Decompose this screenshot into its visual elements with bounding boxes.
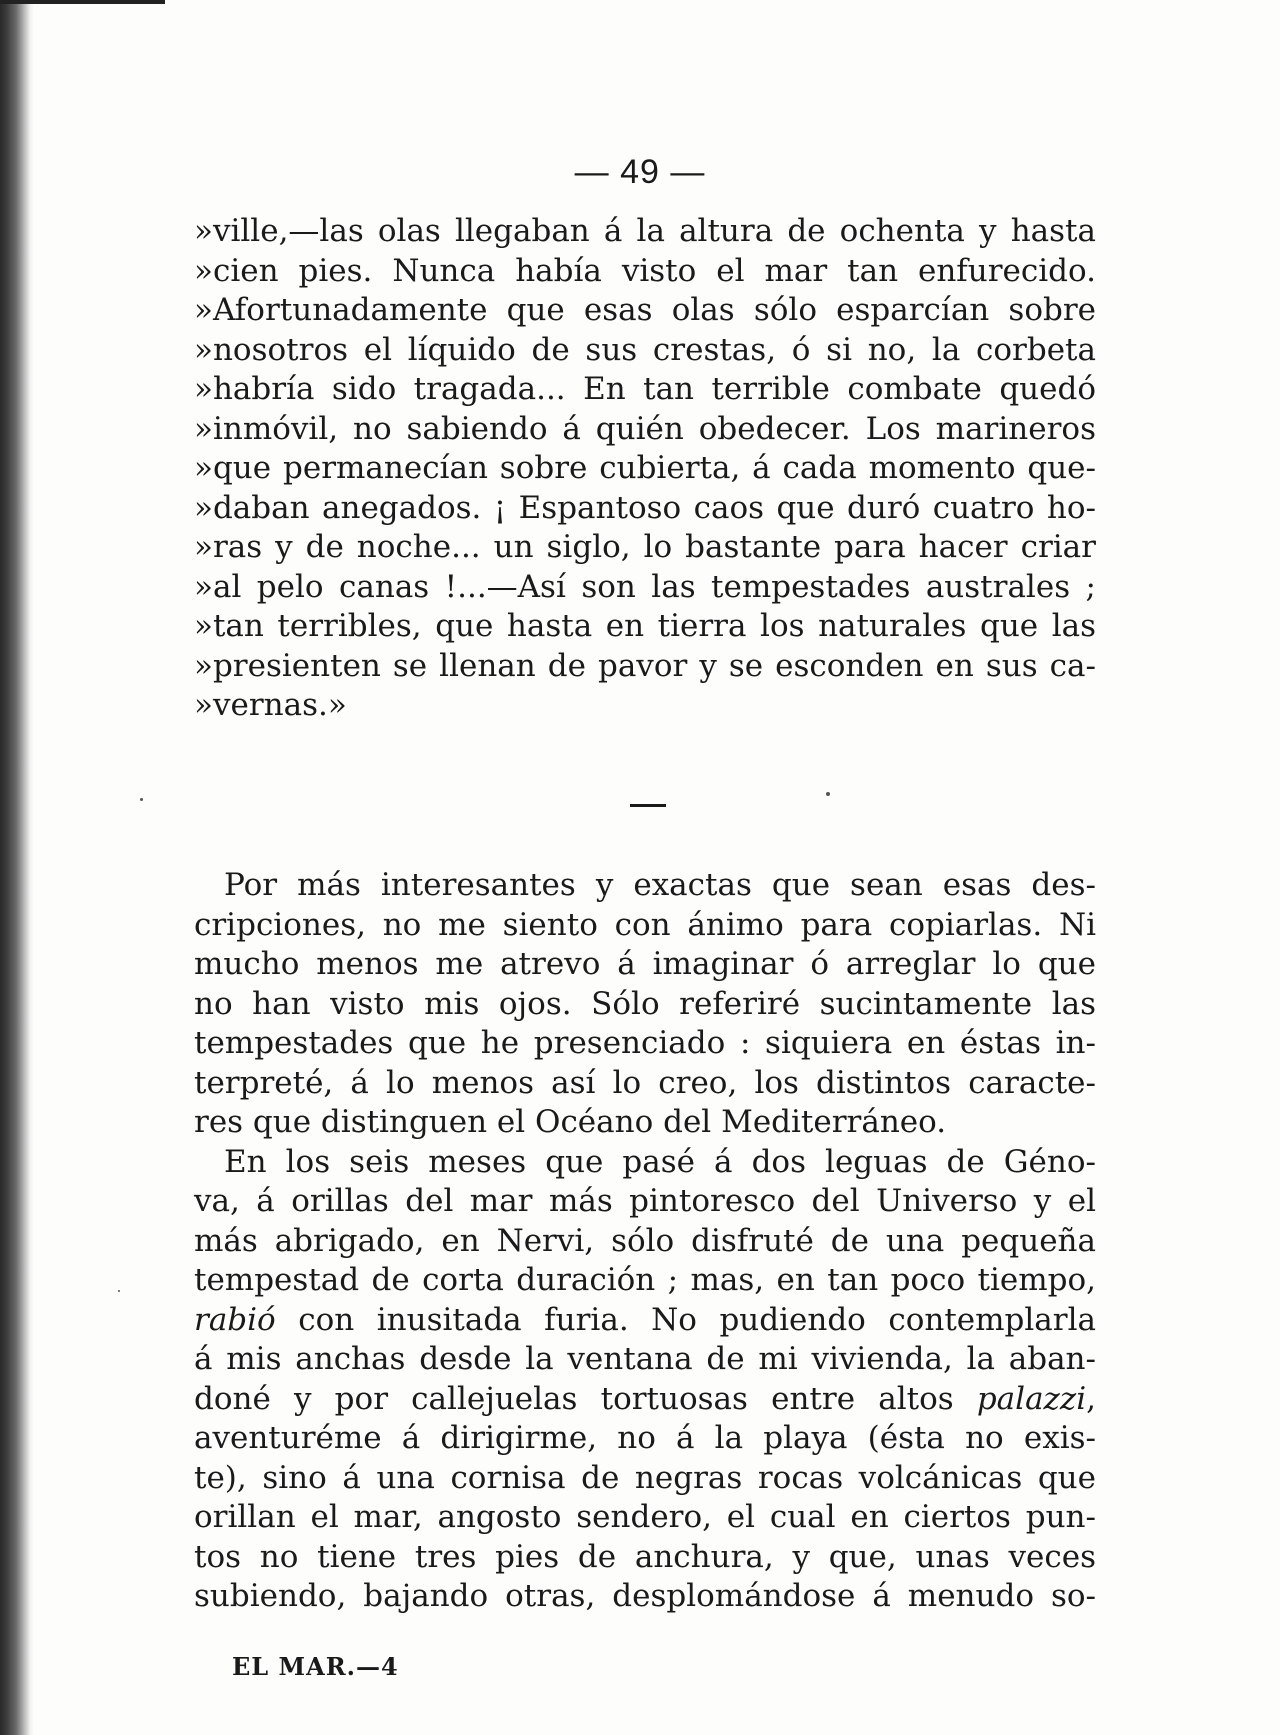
italic-word: palazzi: [976, 1380, 1087, 1417]
binding-top-edge: [0, 0, 165, 4]
quote-line: »inmóvil, no sabiendo á quién obedecer. Los marineros: [194, 410, 1096, 447]
body-line: aventuréme á dirigirme, no á la playa (ésta no exis-: [194, 1420, 1096, 1456]
quote-line: »cien pies. Nunca había visto el mar tan enfurecido.: [194, 252, 1096, 289]
body-line: tempestades que he presenciado : siquiera en éstas in-: [194, 1025, 1096, 1061]
body-line: á mis anchas desde la ventana de mi vivienda, la aban-: [194, 1341, 1096, 1377]
binding-edge: [0, 0, 34, 1735]
body-line: subiendo, bajando otras, desplomándose á menudo so-: [194, 1578, 1096, 1614]
body-line: terpreté, á lo menos así lo creo, los distintos caracte-: [194, 1064, 1096, 1101]
quote-line: »ras y de noche... un siglo, lo bastante para hacer criar: [194, 529, 1096, 565]
scan-speck: [826, 792, 830, 796]
page-number: — 49 —: [574, 153, 706, 191]
body-line-rest: con inusitada furia. No pudiendo contemplarla: [275, 1301, 1096, 1338]
body-line-start: doné y por callejuelas tortuosas entre altos: [194, 1380, 977, 1417]
quote-line: »tan terribles, que hasta en tierra los naturales que las: [194, 608, 1096, 644]
scan-speck: [140, 798, 143, 801]
body-line: cripciones, no me siento con ánimo para copiarlas. Ni: [194, 906, 1096, 943]
quote-line: »nosotros el líquido de sus crestas, ó si no, la corbeta: [194, 331, 1096, 368]
section-separator: [630, 804, 666, 807]
quote-line: »que permanecían sobre cubierta, á cada momento que-: [194, 450, 1096, 486]
quoted-passage: [194, 212, 1096, 726]
quote-line: »Afortunadamente que esas olas sólo esparcían sobre: [194, 292, 1096, 328]
body-line-end: ,: [1086, 1380, 1096, 1417]
quote-line: »al pelo canas !...—Así son las tempestades australes ;: [194, 568, 1096, 605]
quote-line: »presienten se llenan de pavor y se esconden en sus ca-: [194, 647, 1096, 684]
body-line: más abrigado, en Nervi, sólo disfruté de una pequeña: [194, 1222, 1096, 1259]
body-passage: [194, 866, 1096, 1617]
body-line: tos no tiene tres pies de anchura, y que, unas veces: [194, 1538, 1096, 1575]
body-line: no han visto mis ojos. Sólo referiré sucintamente las: [194, 985, 1096, 1022]
body-line: [194, 1380, 1096, 1420]
body-line: En los seis meses que pasé á dos leguas de Géno-: [224, 1143, 1096, 1180]
quote-line: »ville,—las olas llegaban á la altura de ochenta y hasta: [194, 213, 1096, 249]
scan-speck: [118, 1290, 120, 1292]
body-line: [194, 1301, 1096, 1341]
body-line: te), sino á una cornisa de negras rocas volcánicas que: [194, 1459, 1096, 1496]
quote-line: »vernas.»: [194, 687, 347, 723]
italic-word: rabió: [194, 1301, 276, 1338]
quote-line: »habría sido tragada... En tan terrible combate quedó: [194, 371, 1096, 407]
body-line: va, á orillas del mar más pintoresco del Universo y el: [194, 1183, 1096, 1219]
body-line: orillan el mar, angosto sendero, el cual en ciertos pun-: [194, 1499, 1096, 1535]
signature-footer: EL MAR.—4: [232, 1652, 399, 1681]
body-line: res que distinguen el Océano del Mediterráneo.: [194, 1104, 947, 1140]
body-line: tempestad de corta duración ; mas, en tan poco tiempo,: [194, 1262, 1096, 1298]
body-line: mucho menos me atrevo á imaginar ó arreglar lo que: [194, 946, 1096, 982]
body-line: Por más interesantes y exactas que sean esas des-: [224, 867, 1096, 903]
quote-line: »daban anegados. ¡ Espantoso caos que duró cuatro ho-: [194, 489, 1096, 526]
